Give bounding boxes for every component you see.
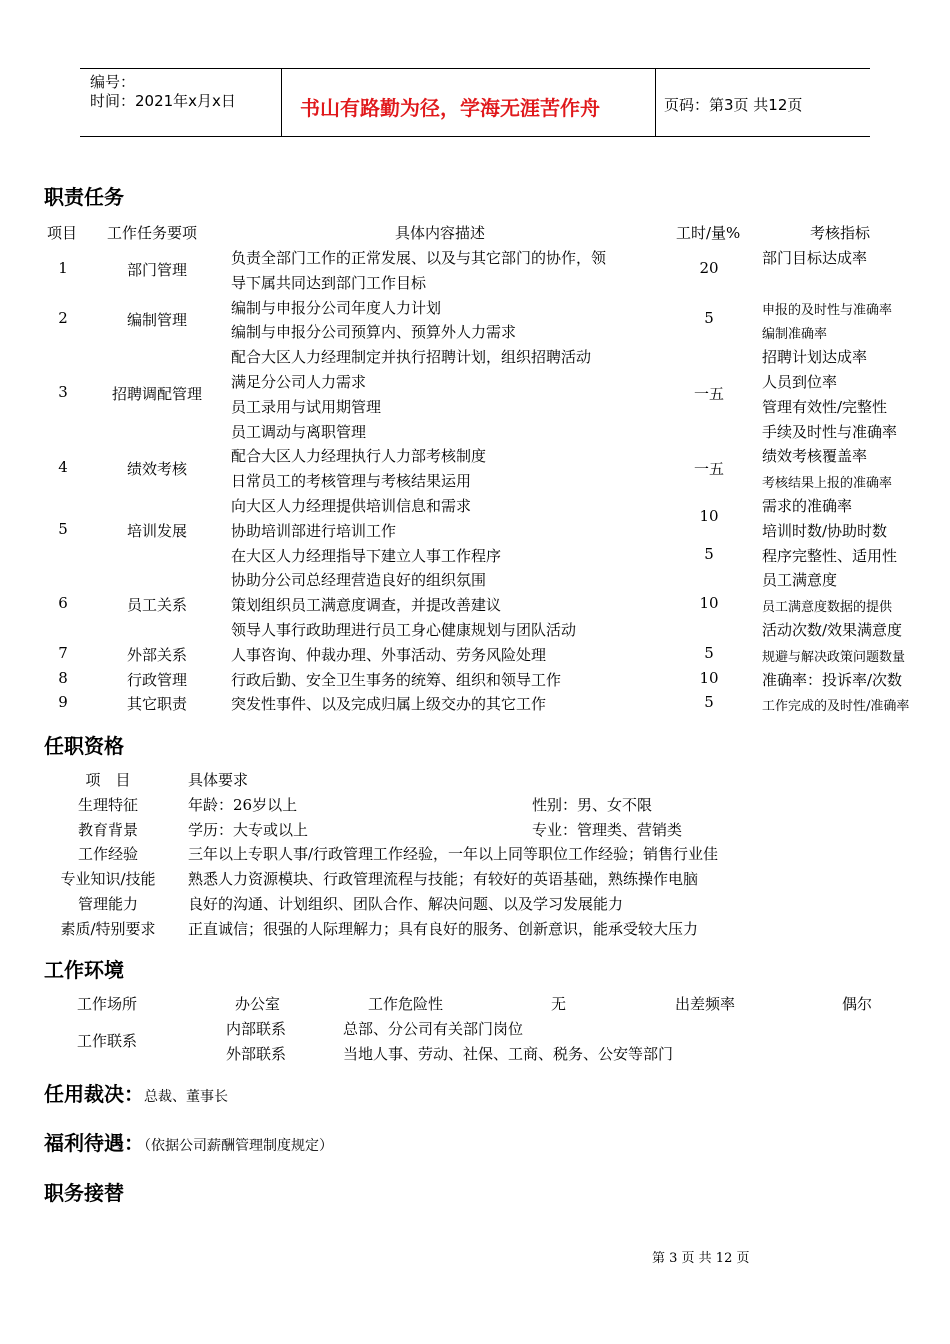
section-title-environment: 工作环境 [44, 958, 124, 982]
section-title-qualifications: 任职资格 [44, 734, 124, 758]
header-page-label: 页码：第3页 共12页 [664, 96, 803, 114]
header-divider-left [281, 68, 282, 136]
duties-row-kpi-line: 绩效考核覆盖率 [762, 447, 868, 466]
duties-row-desc-line: 编制与申报分公司年度人力计划 [231, 298, 442, 317]
duties-row-kpi-line: 人员到位率 [762, 373, 838, 391]
header-divider-right [655, 68, 656, 136]
duties-col-header: 工作任务要项 [107, 224, 198, 242]
duties-row-kpi-line: 部门目标达成率 [762, 249, 868, 267]
duties-row-desc-line: 配合大区人力经理执行人力部考核制度 [231, 447, 487, 466]
qual-row-value: 年龄：26岁以上 [188, 795, 298, 814]
duties-row-kpi-line: 培训时数/协助时数 [762, 521, 888, 540]
duties-row-hours: 一五 [693, 385, 724, 404]
footer-page-number: 第 3 页 共 12 页 [652, 1251, 750, 1266]
duties-row-kpi-line: 考核结果上报的准确率 [762, 476, 893, 492]
duties-row-item: 招聘调配管理 [111, 385, 202, 404]
env-external-label: 外部联系 [226, 1045, 287, 1063]
duties-row-hours: 5 [704, 309, 714, 327]
qual-row-value: 学历：大专或以上 [188, 820, 309, 839]
header-bottom-rule [80, 136, 870, 137]
duties-row-item: 部门管理 [126, 261, 187, 280]
header-time-label: 时间：2021年x月x日 [90, 92, 236, 110]
duties-row-number: 8 [58, 668, 68, 687]
qual-row-value: 良好的沟通、计划组织、团队合作、解决问题、以及学习发展能力 [188, 895, 624, 913]
duties-row-number: 4 [58, 457, 68, 476]
env-travel-label: 出差频率 [675, 995, 736, 1013]
welfare-value: （依据公司薪酬管理制度规定） [144, 1138, 333, 1154]
duties-row-item: 外部关系 [126, 645, 187, 664]
duties-row-kpi-line: 员工满意度 [762, 571, 838, 590]
env-contact-label: 工作联系 [77, 1032, 138, 1050]
duties-row-number: 6 [58, 594, 68, 613]
duties-row-number: 5 [58, 519, 68, 538]
duties-row-kpi-line: 工作完成的及时性/准确率 [762, 699, 910, 715]
qual-row-label: 专业知识/技能 [60, 870, 156, 889]
duties-row-kpi-line: 活动次数/效果满意度 [762, 621, 903, 639]
env-external-value: 当地人事、劳动、社保、工商、税务、公安等部门 [343, 1045, 674, 1063]
duties-row-number: 3 [58, 383, 68, 402]
duties-row-desc-line: 行政后勤、安全卫生事务的统筹、组织和领导工作 [231, 670, 562, 689]
duties-row-desc-line: 协助分公司总经理营造良好的组织氛围 [231, 571, 487, 590]
duties-row-item: 员工关系 [126, 596, 187, 615]
duties-row-desc-line: 在大区人力经理指导下建立人事工作程序 [231, 546, 502, 565]
qual-row-label: 管理能力 [77, 895, 138, 913]
welfare-title: 福利待遇： [44, 1131, 144, 1155]
duties-row-item: 培训发展 [126, 521, 187, 540]
duties-row-kpi-line: 招聘计划达成率 [762, 348, 868, 367]
env-internal-label: 内部联系 [226, 1020, 287, 1038]
duties-row-kpi-line: 需求的准确率 [762, 497, 853, 515]
duties-row-hours: 20 [699, 259, 719, 278]
qual-row-value: 正直诚信；很强的人际理解力；具有良好的服务、创新意识，能承受较大压力 [188, 919, 699, 938]
duties-row-hours: 10 [699, 507, 719, 526]
duties-row-desc-line: 编制与申报分公司预算内、预算外人力需求 [231, 323, 517, 342]
duties-row-hours: 5 [704, 643, 714, 662]
duties-row-kpi-line: 员工满意度数据的提供 [762, 600, 893, 616]
duties-row-number: 7 [58, 643, 68, 662]
header-top-rule [80, 68, 870, 69]
env-internal-value: 总部、分公司有关部门岗位 [343, 1020, 524, 1038]
welfare-line [44, 1127, 333, 1156]
duties-col-header: 考核指标 [810, 224, 871, 242]
duties-row-desc-line: 策划组织员工满意度调查，并提改善建议 [231, 596, 502, 615]
duties-row-item: 行政管理 [126, 670, 187, 689]
duties-row-kpi-line: 管理有效性/完整性 [762, 397, 888, 416]
qual-row-label: 工作经验 [77, 845, 138, 864]
duties-row-item: 绩效考核 [126, 459, 187, 478]
duties-row-kpi-line: 准确率：投诉率/次数 [762, 670, 903, 689]
qual-row-label: 生理特征 [77, 795, 138, 814]
duties-row-kpi-line: 程序完整性、适用性 [762, 546, 898, 565]
duties-row-hours: 10 [699, 594, 719, 613]
duties-row-item: 其它职责 [126, 695, 187, 714]
duties-row-desc-line: 突发性事件、以及完成归属上级交办的其它工作 [231, 695, 547, 714]
section-title-duties: 职责任务 [44, 185, 124, 209]
duties-row-hours: 5 [704, 693, 714, 712]
duties-row-kpi-line: 编制准确率 [762, 327, 828, 343]
duties-row-desc-line: 导下属共同达到部门工作目标 [231, 273, 427, 292]
duties-row-desc-line: 人事咨询、仲裁办理、外事活动、劳务风险处理 [231, 645, 547, 664]
duties-row-item: 编制管理 [126, 311, 187, 329]
qual-row-extra: 性别：男、女不限 [532, 795, 653, 814]
env-place-value: 办公室 [235, 995, 281, 1013]
env-danger-value: 无 [551, 995, 567, 1013]
env-place-label: 工作场所 [77, 995, 138, 1013]
duties-row-kpi-line: 规避与解决政策问题数量 [762, 649, 906, 665]
appointment-line [44, 1078, 228, 1107]
duties-row-kpi-line: 手续及时性与准确率 [762, 422, 898, 441]
appointment-value: 总裁、董事长 [144, 1089, 228, 1105]
duties-row-hours: 10 [699, 668, 719, 687]
duties-row-desc-line: 日常员工的考核管理与考核结果运用 [231, 472, 472, 491]
qual-row-label: 素质/特别要求 [60, 919, 156, 938]
qual-row-label: 项 目 [85, 771, 131, 789]
env-travel-value: 偶尔 [842, 995, 873, 1013]
duties-row-desc-line: 领导人事行政助理进行员工身心健康规划与团队活动 [231, 621, 577, 639]
duties-col-header: 具体内容描述 [395, 224, 486, 242]
duties-row-number: 9 [58, 693, 68, 712]
duties-col-header: 工时/量% [676, 224, 741, 242]
duties-row-desc-line: 配合大区人力经理制定并执行招聘计划，组织招聘活动 [231, 348, 592, 367]
duties-col-header: 项目 [47, 224, 78, 242]
duties-row-number: 1 [58, 259, 68, 278]
header-motto: 书山有路勤为径，学海无涯苦作舟 [300, 96, 600, 120]
duties-row-kpi-line: 申报的及时性与准确率 [762, 302, 893, 318]
duties-row-desc-line: 协助培训部进行培训工作 [231, 521, 397, 540]
duties-row-number: 2 [58, 309, 68, 327]
qual-row-value: 熟悉人力资源模块、行政管理流程与技能；有较好的英语基础，熟练操作电脑 [188, 870, 699, 889]
section-title-succession: 职务接替 [44, 1181, 124, 1205]
qual-row-value: 三年以上专职人事/行政管理工作经验，一年以上同等职位工作经验；销售行业佳 [188, 845, 719, 864]
duties-row-hours: 5 [704, 544, 714, 563]
duties-row-desc-line: 员工录用与试用期管理 [231, 397, 382, 416]
qual-row-extra: 专业：管理类、营销类 [532, 820, 683, 839]
env-danger-label: 工作危险性 [368, 995, 444, 1013]
duties-row-desc-line: 向大区人力经理提供培训信息和需求 [231, 497, 472, 515]
duties-row-hours: 一五 [693, 459, 724, 478]
qual-row-value: 具体要求 [188, 771, 249, 789]
duties-row-desc-line: 满足分公司人力需求 [231, 373, 367, 391]
qual-row-label: 教育背景 [77, 820, 138, 839]
duties-row-desc-line: 员工调动与离职管理 [231, 422, 367, 441]
appointment-title: 任用裁决： [44, 1082, 144, 1106]
header-number-label: 编号： [90, 73, 136, 91]
duties-row-desc-line: 负责全部门工作的正常发展、以及与其它部门的协作，领 [231, 249, 607, 267]
